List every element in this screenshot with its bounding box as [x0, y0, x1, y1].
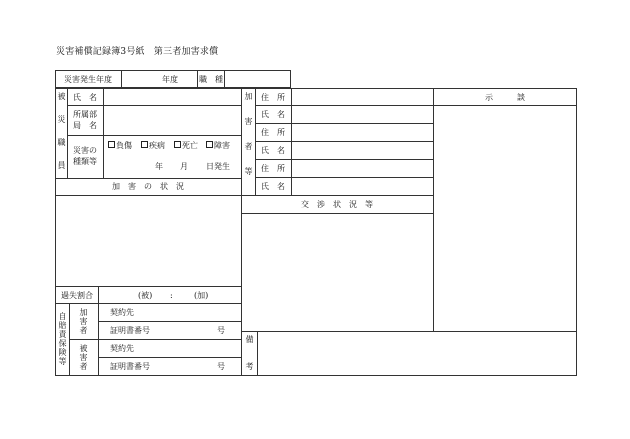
victim-name-label: 氏 名 [73, 93, 97, 102]
victim-dept-label-1: 所属部 [73, 110, 97, 119]
checkbox-icon [141, 141, 148, 148]
insurance-perpetrator-label: 加 害 者 [79, 308, 88, 335]
form-title: 災害補償記録簿3号紙 第三者加害求償 [56, 47, 219, 57]
option-death[interactable]: 死亡 [174, 141, 198, 150]
option-illness[interactable]: 疾病 [141, 141, 165, 150]
perpetrator-cert-unit: 号 [217, 326, 225, 335]
victim-contract-label: 契約先 [110, 344, 134, 353]
damage-status-label: 加 害 の 状 況 [112, 182, 184, 191]
perpetrator-address-label-2: 住 所 [261, 128, 285, 137]
checkbox-icon [174, 141, 181, 148]
disaster-year-unit: 年度 [162, 75, 178, 84]
fault-ratio-perpetrator: (加) [194, 291, 209, 300]
victim-cert-label: 証明書番号 [110, 362, 150, 371]
insurance-vertical-label: 自 賠 責 保 険 等 [58, 312, 67, 366]
victim-vertical-label: 被 災 職 員 [57, 92, 66, 170]
checkbox-icon [206, 141, 213, 148]
perpetrator-address-label-1: 住 所 [261, 93, 285, 102]
negotiation-status-label: 交 渉 状 況 等 [301, 200, 373, 209]
fault-ratio-victim: (被) [138, 291, 153, 300]
option-injury[interactable]: 負傷 [108, 141, 132, 150]
perpetrator-contract-label: 契約先 [110, 308, 134, 317]
perpetrator-name-label-2: 氏 名 [261, 146, 285, 155]
perpetrator-vertical-label: 加 害 者 等 [244, 92, 253, 176]
settlement-label: 示 談 [485, 93, 525, 102]
disaster-type-label-1: 災害の [73, 146, 97, 155]
victim-cert-unit: 号 [217, 362, 225, 371]
fault-ratio-separator: : [170, 291, 173, 300]
victim-dept-label-2: 局 名 [73, 121, 97, 130]
checkbox-icon [108, 141, 115, 148]
perpetrator-cert-label: 証明書番号 [110, 326, 150, 335]
disaster-type-label-2: 種類等 [73, 157, 97, 166]
perpetrator-name-label-3: 氏 名 [261, 182, 285, 191]
job-type-label: 職 種 [199, 75, 223, 84]
date-month-unit: 月 [180, 162, 188, 171]
fault-ratio-label: 過失割合 [61, 291, 93, 300]
perpetrator-address-label-3: 住 所 [261, 164, 285, 173]
date-day-suffix: 日発生 [206, 162, 230, 171]
insurance-victim-label: 被 害 者 [79, 344, 88, 371]
perpetrator-name-label-1: 氏 名 [261, 110, 285, 119]
option-disability[interactable]: 障害 [206, 141, 230, 150]
remarks-label: 備 考 [245, 335, 254, 371]
date-year-unit: 年 [155, 162, 163, 171]
disaster-year-label: 災害発生年度 [64, 75, 112, 84]
